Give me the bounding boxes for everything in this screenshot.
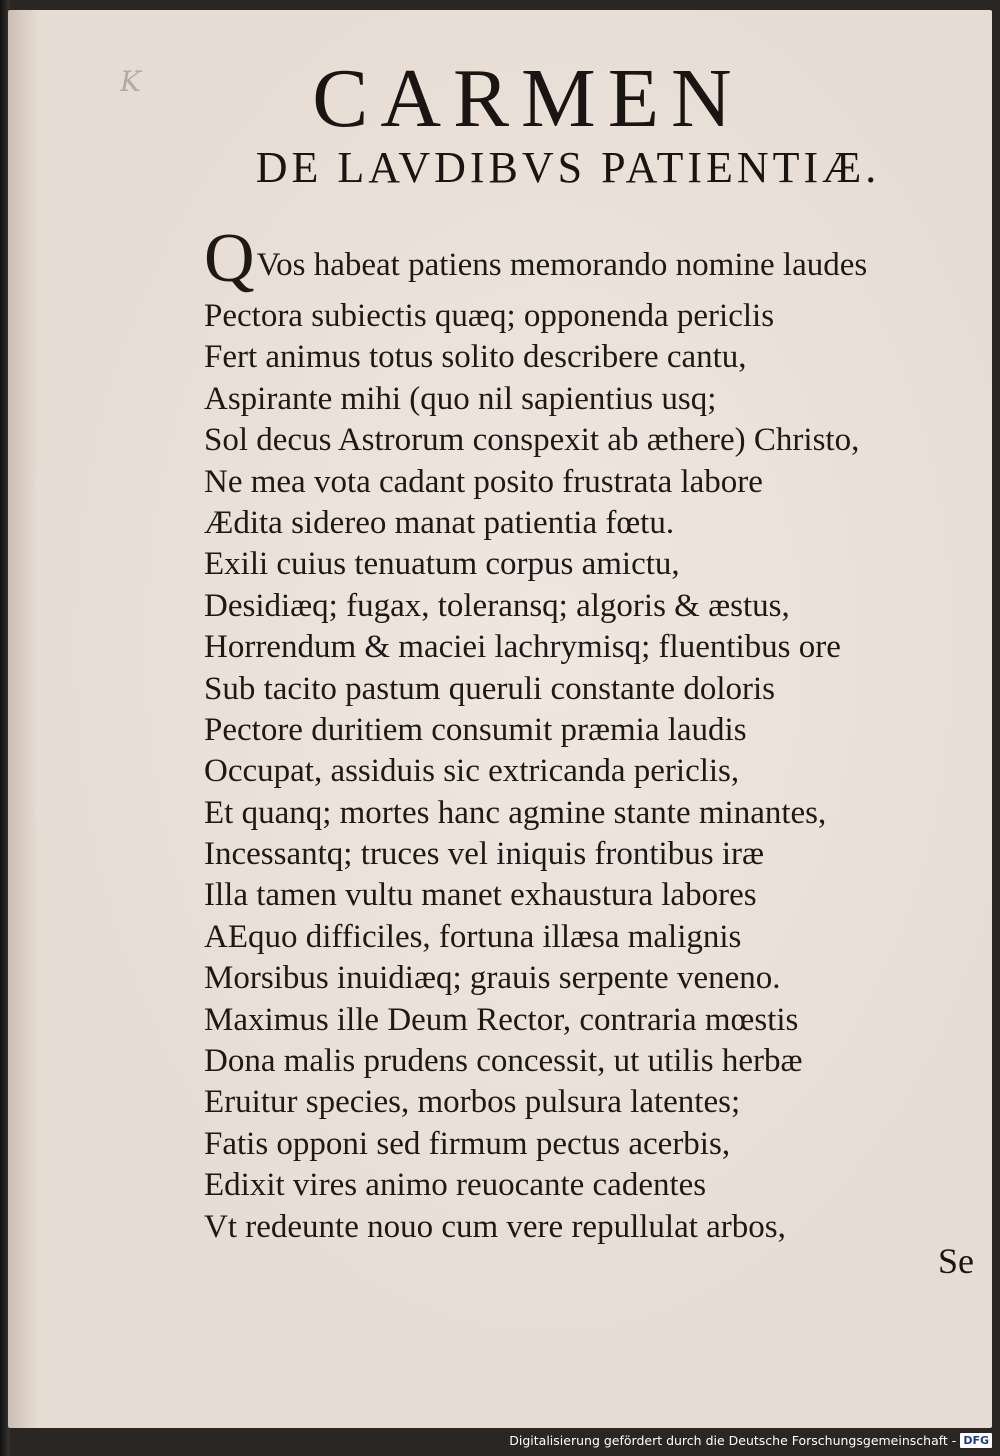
poem-line: Edixit vires animo reuocante cadentes [204,1167,707,1204]
poem-line: Pectore duritiem consumit præmia laudis [204,711,747,748]
book-page [8,10,992,1428]
poem-line: Ædita sidereo manat patientia fœtu. [204,504,675,541]
poem-line: Horrendum & maciei lachrymisq; fluentibus ore [204,629,841,666]
poem-line: Aspirante mihi (quo nil sapientius usq; [204,380,717,417]
poem-line: Fatis opponi sed firmum pectus acerbis, [204,1125,731,1162]
poem-line: AEquo difficiles, fortuna illæsa malignis [204,918,742,955]
poem-line: Et quanq; mortes hanc agmine stante minantes, [204,794,827,831]
poem-line: Desidiæq; fugax, toleransq; algoris & æstus, [204,587,790,624]
poem-line: Pectora subiectis quæq; opponenda periclis [204,298,775,334]
digitization-credit [509,1430,992,1450]
dfg-logo-icon: DFG [960,1433,992,1448]
poem-line [204,222,964,296]
credit-text: Digitalisierung gefördert durch die Deutsche Forschungsgemeinschaft - [509,1432,957,1448]
poem-line: Sub tacito pastum queruli constante doloris [204,670,775,707]
poem-line: Incessantq; truces vel iniquis frontibus iræ [204,836,764,873]
poem-line-text: Vos habeat patiens memorando nomine laudes [256,247,868,283]
page-subtitle: DE LAVDIBVS PATIENTIÆ. [255,143,881,192]
catchword: Se [938,1241,974,1281]
poem-line: Eruitur species, morbos pulsura latentes; [204,1084,741,1121]
poem-line: Fert animus totus solito describere cantu, [204,339,747,376]
drop-cap: Q [204,220,255,297]
poem-line: Exili cuius tenuatum corpus amictu, [204,546,680,583]
poem-line: Sol decus Astrorum conspexit ab æthere) Christo, [204,422,860,459]
poem-line: Illa tamen vultu manet exhaustura labores [204,877,757,914]
poem-line: Occupat, assiduis sic extricanda periclis, [204,753,740,790]
poem-line: Ne mea vota cadant posito frustrata labore [204,463,763,500]
poem-text [204,222,964,1248]
poem-line: Dona malis prudens concessit, ut utilis herbæ [204,1043,803,1080]
page-title: CARMEN [312,52,744,145]
poem-line: Maximus ille Deum Rector, contraria mœstis [204,1001,799,1038]
poem-line: Vt redeunte nouo cum vere repullulat arbos, [204,1208,786,1245]
poem-line: Morsibus inuidiæq; grauis serpente veneno. [204,960,781,997]
faded-corner-mark: K [120,65,141,98]
